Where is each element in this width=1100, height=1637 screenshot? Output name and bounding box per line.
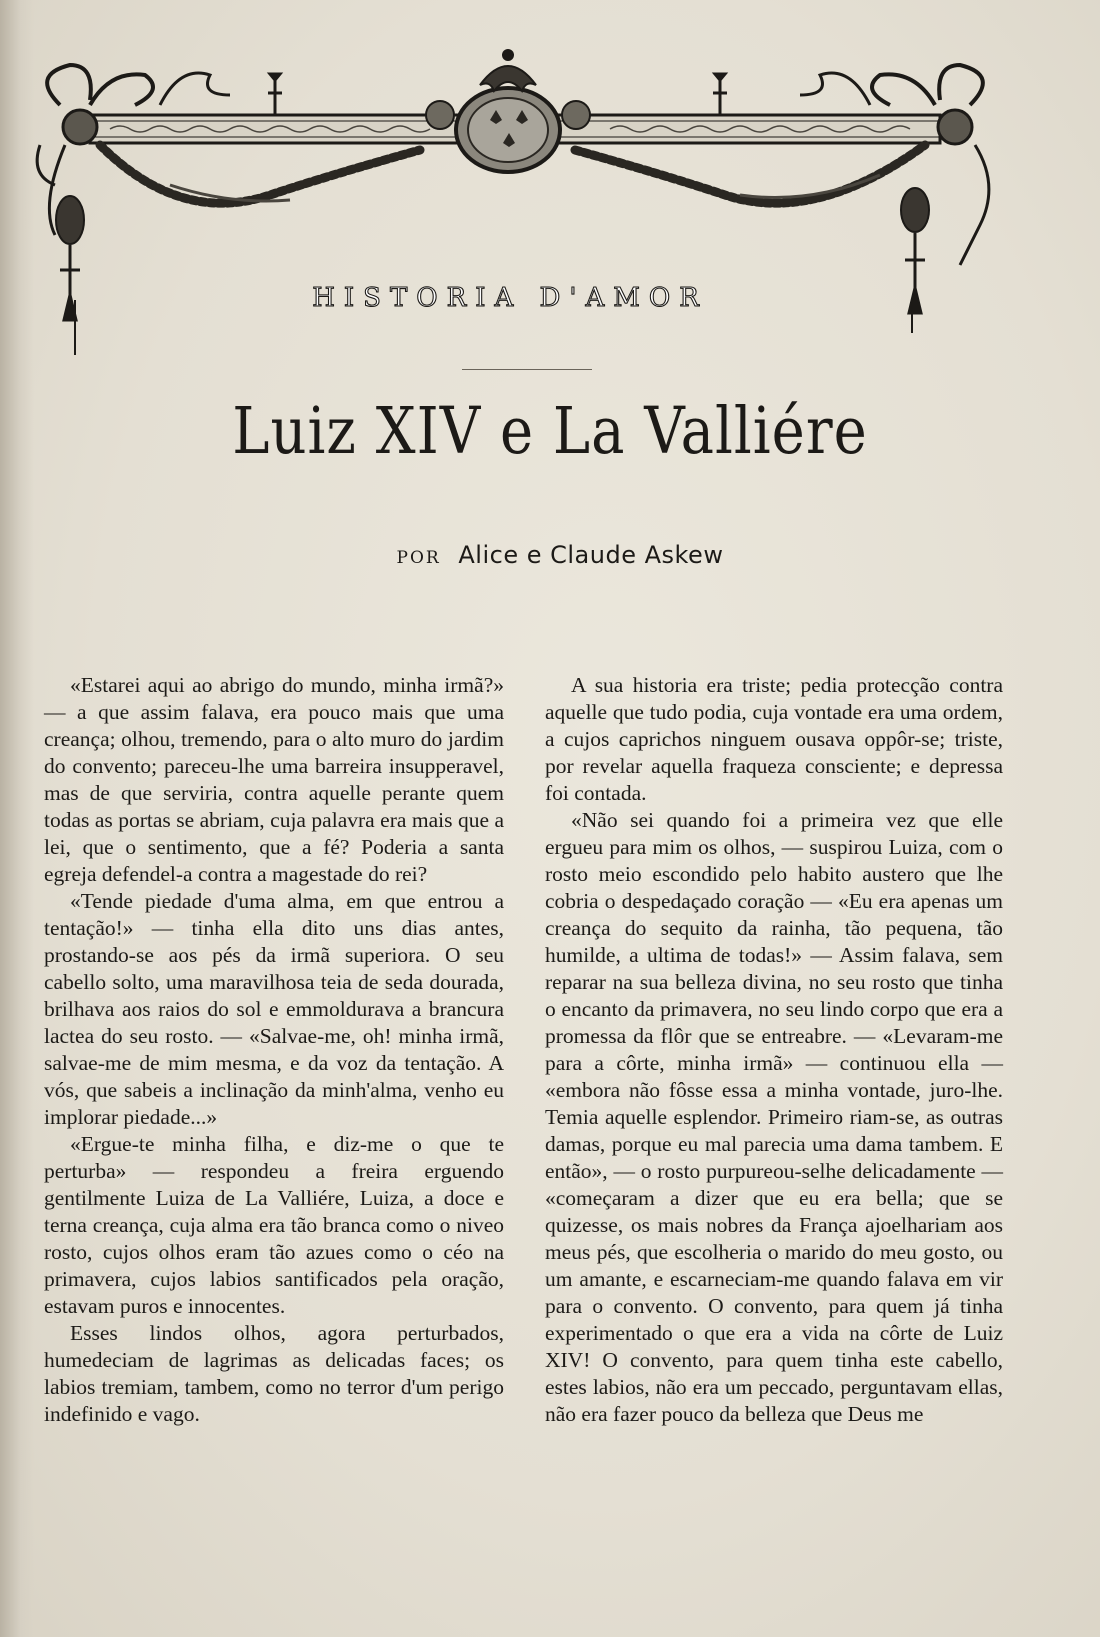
paragraph: A sua historia era triste; pedia protecção contra aquelle que tudo podia, cuja vontade era uma ordem, a cujos caprichos ninguem ousava oppôr-se; triste, por revelar aquella fraqueza consciente; e depressa foi contada. xyxy=(545,673,1003,805)
paragraph: «Tende piedade d'uma alma, em que entrou a tentação!» — tinha ella dito uns dias antes, prostando-se aos pés da irmã superiora. O seu cabello solto, uma maravilhosa teia de seda dourada, brilhava aos raios do sol e emmoldurava a brancura lactea do seu rosto. — «Salvae-me, oh! minha irmã, salvae-me de mim mesma, e da voz da tentação. A vós, que sabeis a inclinação da minh'alma, venho eu implorar piedade...» xyxy=(44,889,504,1129)
section-title: HISTORIA D'AMOR xyxy=(312,283,708,313)
title-divider xyxy=(462,369,592,370)
ornamental-garland-banner-icon xyxy=(20,35,1030,390)
byline xyxy=(200,540,920,573)
byline-prefix: POR xyxy=(396,548,441,568)
paragraph: Esses lindos olhos, agora perturbados, humedeciam de lagrimas as delicadas faces; os labios tremiam, tambem, como no terror d'um perigo indefinido e vago. xyxy=(44,1321,504,1426)
byline-authors: Alice e Claude Askew xyxy=(458,541,724,569)
article-title: Luiz XIV e La Valliére xyxy=(232,394,868,469)
paragraph: «Não sei quando foi a primeira vez que elle ergueu para mim os olhos, — suspirou Luiza, com o rosto meio escondido pelo habito austero que lhe cobria o despedaçado coração — «Eu era apenas um creança do sequito da rainha, tão pequena, tão humilde, a ultima de todas!» — Assim falava, sem reparar na sua belleza divina, no seu rosto que tinha o encanto da primavera, no seu lindo corpo que era a promessa da flôr que se entreabre. — «Levaram-me para a côrte, minha irmã» — continuou ella — «embora não fôsse essa a minha vontade, juro-lhe. Temia aquelle esplendor. Primeiro riam-se, as outras damas, porque eu mal parecia uma dama tambem. E então», — o rosto purpureou-selhe delicadamente — «começaram a dizer que eu era bella; que se quizesse, os mais nobres da França ajoelhariam aos meus pés, que escolheria o marido do meu gosto, ou um amante, e escarneciam-me quando falava em vir para o convento. O convento, para quem já tinha experimentado o que era a vida na côrte de Luiz XIV! O convento, para quem tinha este cabello, estes labios, não era um peccado, perguntavam ellas, não era fazer pouco da belleza que Deus me xyxy=(545,808,1003,1426)
text-column-right xyxy=(545,672,1003,1428)
paragraph: «Estarei aqui ao abrigo do mundo, minha irmã?» — a que assim falava, era pouco mais que uma creança; olhou, tremendo, para o alto muro do jardim do convento; pareceu-lhe uma barreira insupperavel, mas de que serviria, contra aquelle perante quem todas as portas se abriam, cuja palavra era mais que a lei, que o sentimento, que a fé? Poderia a santa egreja defendel-a contra a magestade do rei? xyxy=(44,673,504,886)
paragraph: «Ergue-te minha filha, e diz-me o que te perturba» — respondeu a freira erguendo gentilmente Luiza de La Valliére, Luiza, a doce e terna creança, cuja alma era tão branca como o niveo rosto, cujos olhos eram tão azues como o céo na primavera, cujos labios santificados pela oração, estavam puros e innocentes. xyxy=(44,1132,504,1318)
text-column-left xyxy=(44,672,504,1428)
